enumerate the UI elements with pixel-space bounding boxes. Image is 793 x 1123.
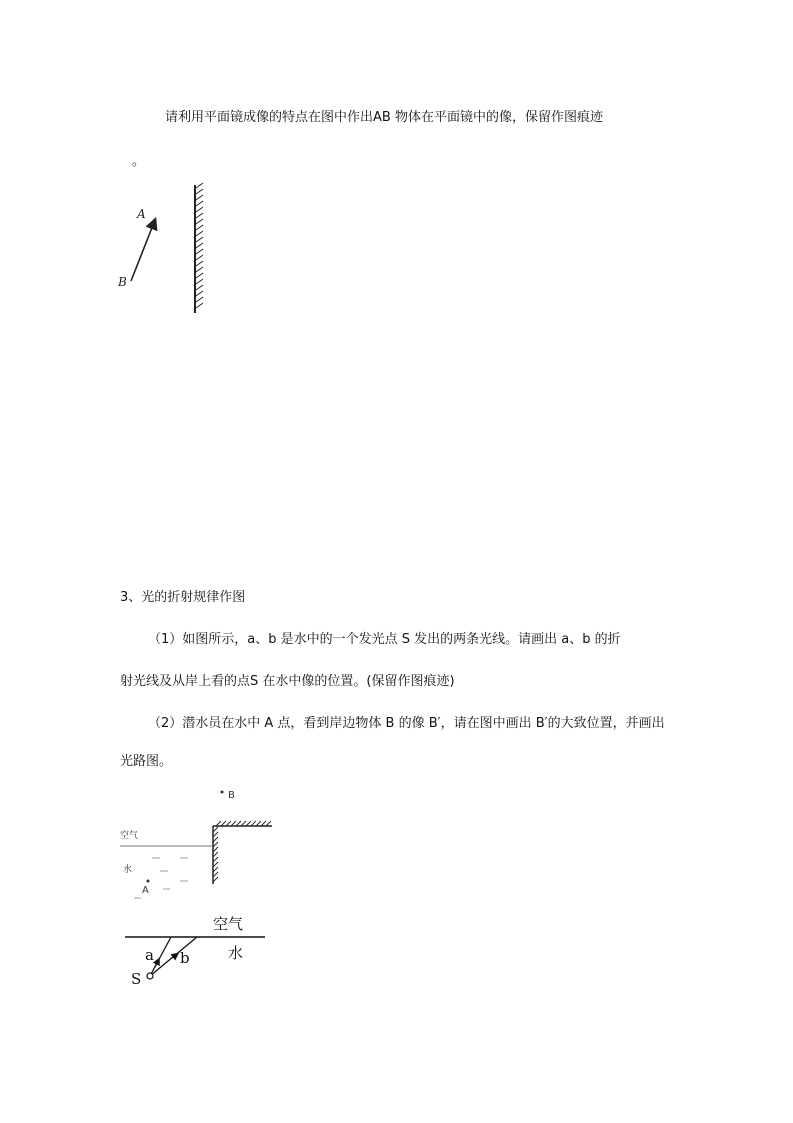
refraction-label-a: a	[145, 946, 154, 964]
section3-p1-line2: 射光线及从岸上看的点S 在水中像的位置。(保留作图痕迹)	[120, 674, 455, 689]
section3-title: 3、光的折射规律作图	[120, 590, 246, 605]
diver-label-air: 空气	[120, 831, 139, 841]
mirror-question-line2: 。	[132, 154, 146, 169]
section3-p2-line2: 光路图。	[120, 754, 173, 769]
source-s	[147, 973, 153, 979]
refraction-label-b: b	[180, 949, 190, 967]
diver-label-water: 水	[123, 865, 133, 875]
section3-p1-line1: （1）如图所示，a、b 是水中的一个发光点 S 发出的两条光线。请画出 a、b 的折	[148, 632, 621, 647]
refraction-label-air: 空气	[213, 915, 244, 933]
section3-p2-line1: （2）潜水员在水中 A 点，看到岸边物体 B 的像 B′，请在图中画出 B′的大致位置，并画出	[148, 716, 665, 731]
mirror-question-line1: 请利用平面镜成像的特点在图中作出AB 物体在平面镜中的像，保留作图痕迹	[165, 110, 603, 125]
label-b: B	[118, 275, 127, 289]
diver-label-b: B	[228, 790, 235, 801]
refraction-label-s: S	[131, 970, 142, 988]
ray-a-arrow	[155, 961, 158, 967]
label-a: A	[137, 207, 146, 221]
diver-label-a: A	[142, 885, 149, 896]
refraction-label-water: 水	[228, 944, 244, 962]
